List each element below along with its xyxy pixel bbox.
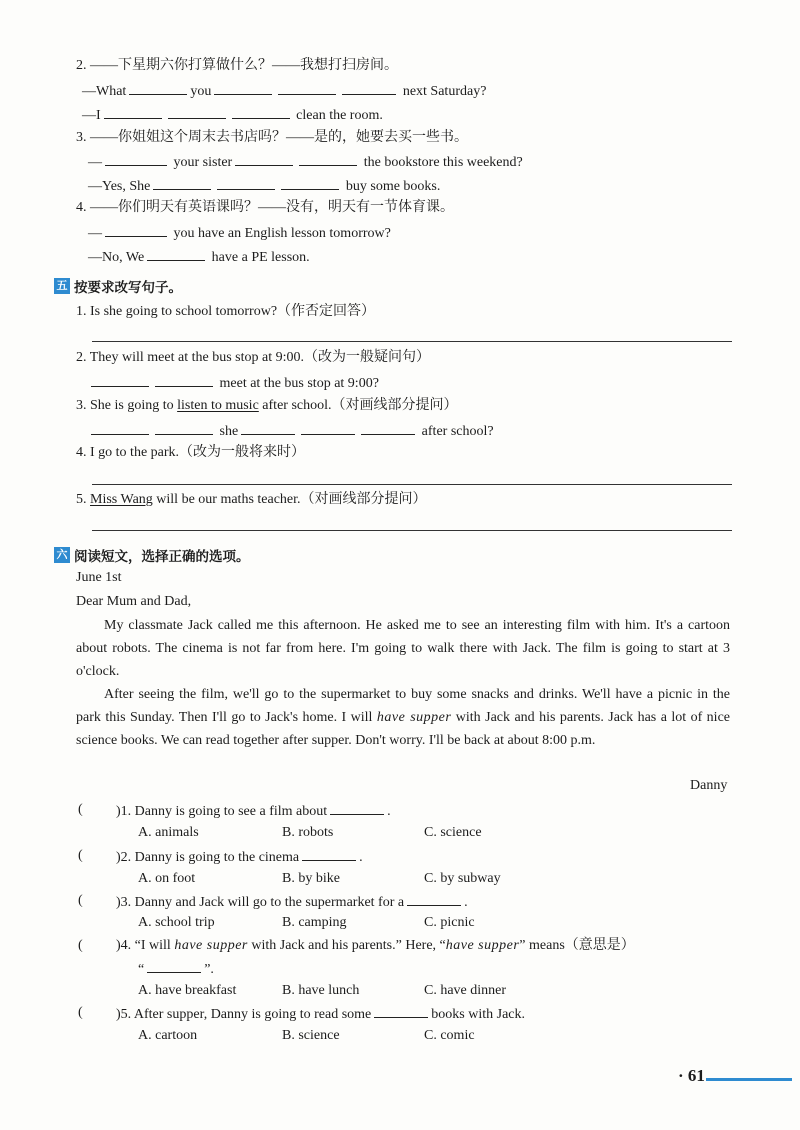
option-a[interactable]: A. have breakfast xyxy=(138,983,237,998)
answer-paren[interactable]: ( xyxy=(78,802,83,817)
option-b[interactable]: B. science xyxy=(282,1028,340,1043)
answer-paren[interactable]: ( xyxy=(78,938,83,953)
option-b[interactable]: B. by bike xyxy=(282,871,340,886)
option-a[interactable]: A. on foot xyxy=(138,871,196,886)
option-b[interactable]: B. have lunch xyxy=(282,983,360,998)
rewrite-3-answer: she after school? xyxy=(88,420,494,442)
paragraph-1: My classmate Jack called me this afternoon. He asked me to see an interesting film with him. It's a cartoon about robots. The cinema is not far from here. I'm going to walk there with Jack. The film is going to start at 3 o'clock. xyxy=(76,618,730,679)
rewrite-2: 2. They will meet at the bus stop at 9:00.（改为一般疑问句） xyxy=(76,350,430,365)
page-number: · 61 xyxy=(678,1066,705,1085)
option-c[interactable]: C. have dinner xyxy=(424,983,507,998)
blank[interactable] xyxy=(214,80,272,95)
answer-line[interactable] xyxy=(92,484,732,485)
rewrite-1: 1. Is she going to school tomorrow?（作否定回答） xyxy=(76,304,376,319)
blank[interactable] xyxy=(105,222,167,237)
q3-line2: —Yes, She buy some books. xyxy=(88,175,440,197)
blank[interactable] xyxy=(299,151,357,166)
answer-paren[interactable]: ( xyxy=(78,1005,83,1020)
blank[interactable] xyxy=(342,80,396,95)
section-badge: 六 xyxy=(54,547,70,563)
q4-prompt: 4. ——你们明天有英语课吗？——没有，明天有一节体育课。 xyxy=(76,200,454,215)
blank[interactable] xyxy=(241,420,295,435)
question-4: )4. “I will have supper with Jack and his parents.” Here, “have supper” means（意思是） xyxy=(116,938,635,953)
option-a[interactable]: A. animals xyxy=(138,825,199,840)
blank[interactable] xyxy=(91,420,149,435)
blank[interactable] xyxy=(217,175,275,190)
question-4-blank-line: “ ”. xyxy=(138,958,214,980)
blank[interactable] xyxy=(105,151,167,166)
blank[interactable] xyxy=(330,800,384,815)
blank[interactable] xyxy=(281,175,339,190)
page-number-bar xyxy=(706,1078,792,1081)
blank[interactable] xyxy=(155,420,213,435)
q3-prompt: 3. ——你姐姐这个周末去书店吗？——是的，她要去买一些书。 xyxy=(76,130,468,145)
q4-line2: —No, We have a PE lesson. xyxy=(88,246,310,268)
answer-line[interactable] xyxy=(92,530,732,531)
q2-prompt: 2. ——下星期六你打算做什么？——我想打扫房间。 xyxy=(76,58,398,73)
option-a[interactable]: A. cartoon xyxy=(138,1028,198,1043)
blank[interactable] xyxy=(232,104,290,119)
rewrite-3: 3. She is going to listen to music after school.（对画线部分提问） xyxy=(76,398,458,413)
blank[interactable] xyxy=(91,372,149,387)
answer-paren[interactable]: ( xyxy=(78,893,83,908)
option-c[interactable]: C. picnic xyxy=(424,915,475,930)
answer-paren[interactable]: ( xyxy=(78,848,83,863)
option-c[interactable]: C. science xyxy=(424,825,482,840)
answer-line[interactable] xyxy=(92,341,732,342)
rewrite-5: 5. Miss Wang will be our maths teacher.（对画线部分提问） xyxy=(76,492,427,507)
blank[interactable] xyxy=(147,958,201,973)
question-2: )2. Danny is going to the cinema . xyxy=(116,846,363,868)
blank[interactable] xyxy=(302,846,356,861)
blank[interactable] xyxy=(235,151,293,166)
q3-line1: — your sister the bookstore this weekend? xyxy=(88,151,523,173)
letter-signature: Danny xyxy=(690,778,728,793)
paragraph-2: After seeing the film, we'll go to the supermarket to buy some snacks and drinks. We'll have a picnic in the park this Sunday. Then I'll go to Jack's home. I will have supper with Jack and his parents. Jack has a lot of nice science books. We can read together after supper. Don't worry. I'll be back at about 8:00 p.m. xyxy=(76,687,731,748)
blank[interactable] xyxy=(129,80,187,95)
rewrite-2-answer: meet at the bus stop at 9:00? xyxy=(88,372,379,394)
blank[interactable] xyxy=(104,104,162,119)
blank[interactable] xyxy=(147,246,205,261)
section-5-heading: 五 按要求改写句子。 xyxy=(54,276,182,296)
question-5: )5. After supper, Danny is going to read some books with Jack. xyxy=(116,1003,525,1025)
option-b[interactable]: B. camping xyxy=(282,915,347,930)
option-b[interactable]: B. robots xyxy=(282,825,334,840)
q2-line1: —What you next Saturday? xyxy=(82,80,486,102)
q4-line1: — you have an English lesson tomorrow? xyxy=(88,222,391,244)
blank[interactable] xyxy=(407,891,461,906)
option-a[interactable]: A. school trip xyxy=(138,915,215,930)
blank[interactable] xyxy=(278,80,336,95)
rewrite-4: 4. I go to the park.（改为一般将来时） xyxy=(76,445,306,460)
blank[interactable] xyxy=(374,1003,428,1018)
section-badge: 五 xyxy=(54,278,70,294)
blank[interactable] xyxy=(155,372,213,387)
blank[interactable] xyxy=(361,420,415,435)
option-c[interactable]: C. comic xyxy=(424,1028,475,1043)
q2-line2: —I clean the room. xyxy=(82,104,383,126)
letter-body xyxy=(76,614,730,752)
option-c[interactable]: C. by subway xyxy=(424,871,501,886)
letter-greeting: Dear Mum and Dad, xyxy=(76,594,192,609)
question-1: )1. Danny is going to see a film about . xyxy=(116,800,391,822)
blank[interactable] xyxy=(153,175,211,190)
blank[interactable] xyxy=(301,420,355,435)
letter-date: June 1st xyxy=(76,570,122,585)
question-3: )3. Danny and Jack will go to the supermarket for a . xyxy=(116,891,468,913)
blank[interactable] xyxy=(168,104,226,119)
section-6-heading: 六 阅读短文，选择正确的选项。 xyxy=(54,545,250,565)
